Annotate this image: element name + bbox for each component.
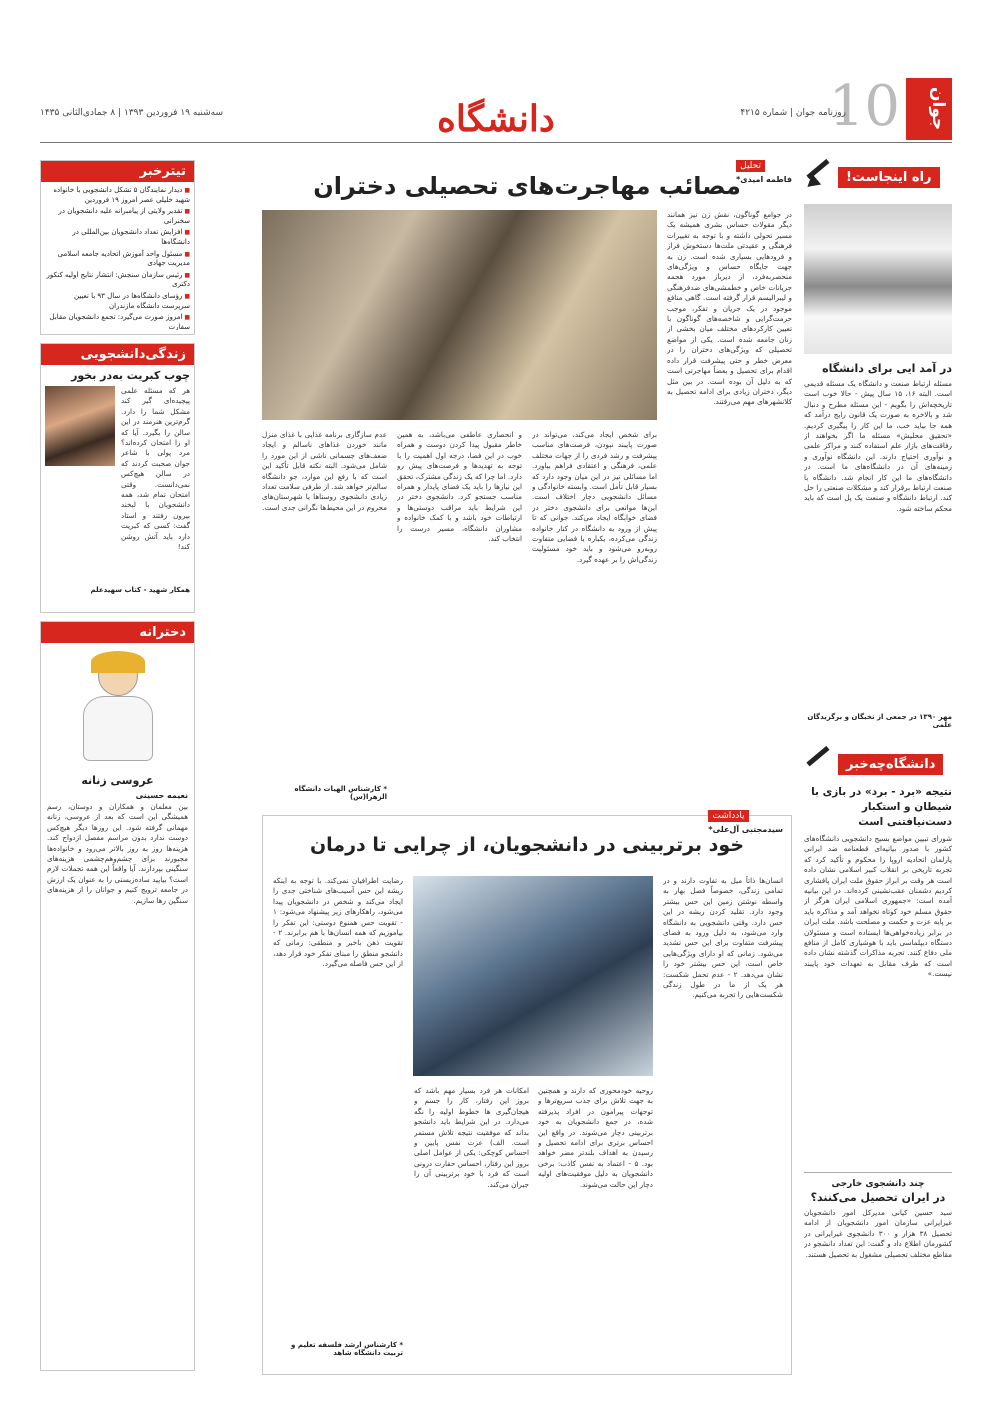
life-sign: همکار شهید - کتاب سهیدعلم <box>90 586 190 594</box>
news-title: دانشگاه‌چه‌خبر <box>838 754 943 775</box>
article-2-photo <box>413 876 653 1076</box>
leader-caption: مهر ۱۳۹۰ در جمعی از نخبگان و برگزیدگان علمی <box>807 713 952 729</box>
girl-text: بین معلمان و همکاران و دوستان، رسم همیشگی این است که بعد از عروسی، زنانه مهمانی گرفته شود. این روزها دیگر هیچ‌کس دوست ندارد بدون مراسم مفصل ازدواج کند. هزینه‌ها روز به روز بالاتر می‌رود و خانواده‌ها مجبورند برای چشم‌وهم‌چشمی هزینه‌های سنگینی بپردازند. آیا واقعاً این همه تجملات لازم است؟ بیایید ساده‌زیستی را به عنوان یک ارزش در جامعه ترویج کنیم و جوانان را از هزینه‌های سنگین رها سازیم. <box>47 802 188 905</box>
article-1-kicker: تحلیل <box>736 160 765 172</box>
girl-title: دخترانه <box>41 622 194 643</box>
breaking-title: تیترخبر <box>41 161 194 182</box>
news-text: شورای تبیین مواضع بسیج دانشجویی دانشگاه‌های کشور با صدور بیانیه‌ای قطعنامه ضد ایرانی پارلمان اتحادیه اروپا را محکوم و تأکید کرد که تجربه تاریخی بر انقلاب کبیر اسلامی نشان داده است هر وقت بر ابراز حقوق ملت ایران پافشاری کردیم دشمنان عقب‌نشینی کرده‌اند. در این بیانیه آمده است: «جمهوری اسلامی ایران هرگز از حقوق مسلم خود کوتاه نخواهد آمد و مذاکره باید بر پایه عزت و حکمت و مصلحت باشد. ملت ایران در برابر زیاده‌خواهی‌ها ایستاده است و مسئولان دستگاه دیپلماسی باید با هوشیاری کامل از منافع ملی دفاع کنند. تجربه مذاکرات گذشته نشان داده است که طرف مقابل به تعهدات خود پایبند نیست.» <box>804 834 952 979</box>
article-1-col3: و انحصاری عاطفی می‌باشد، به همین خاطر مقبول پیدا کردن دوست و همراه خوب در این فضا، درجه اول اهمیت را با توجه به تهدیدها و فرصت‌های پیش رو دارد. اما چرا که یک زندگی مشترک، تحقق این نیازها را باید یک فضای پایدار و همراه مناسب جستجو کرد. دانشجوی دختر در این شرایط باید مراقب دوستی‌ها و ارتباطات خود باشد و با کمک خانواده و مشاوران دانشگاه، مسیر درست را انتخاب کند. <box>397 430 522 544</box>
article-1-col1: در جوامع گوناگون، نقش زن نیز همانند دیگر مقولات حساس بشری همیشه یک مسیر تحولی داشته و با توجه به تغییرات فرهنگی و عقیدتی ملت‌ها دستخوش فراز و فرودهایی بسیاری شده است. زن به جهت جایگاه حساس و ویژگی‌های منحصربه‌فرد، از دیرباز مورد هجمه جریانات خاص و خطمشی‌های ضدفرهنگی و لیبرالیسم قرار گرفته است. گاهی منافع موجود در یک جریان و تفکر، موجب حرمت‌گرایی و شاخصه‌های گوناگون با تعیین کارکردهای مختلف میان بخشی از زنان جامعه شده است. یکی از مواضع تحصیلی که ویژگی‌های دختران را در معرض خطر و حتی پیشرفت قرار داده اقدام برای تحصیل و بعضاً مهاجرتی است که به دلیل آن بوده است. در بین مثل دیگر، دختران زیادی برای ادامه تحصیل به کلانشهرهای مهم می‌رفتند. <box>667 210 792 407</box>
list-item: ■ رئیس سازمان سنجش: انتشار نتایج اولیه کنکور دکتری <box>45 271 190 290</box>
bottom-text: سید حسین کیانی مدیرکل امور دانشجویان غیرایرانی سازمان امور دانشجویان از ادامه تحصیل ۳۸ هزار و ۳۰۰ دانشجوی غیرایرانی در کشورمان اطلاع داد و گفت: این تعداد دانشجو در مقاطع مختلف تحصیلی مشغول به تحصیل هستند. <box>804 1208 952 1259</box>
bottom-heading-2: در ایران تحصیل می‌کنند؟ <box>810 1191 946 1204</box>
breaking-box <box>40 160 195 335</box>
page-number: 10 <box>828 74 900 139</box>
life-title: زندگی‌دانشجویی <box>41 344 194 365</box>
article-2-author: سیدمجتبی آل‌علی* <box>708 825 783 834</box>
newspaper-logo: جوان <box>906 78 952 140</box>
girls-box <box>40 621 195 1371</box>
right-column <box>804 160 952 1375</box>
author-photo <box>45 386 115 466</box>
article-1-author: فاطمه امیدی* <box>736 175 792 184</box>
bride-illustration <box>63 651 173 766</box>
leader-heading: در آمد ایی برای دانشگاه <box>822 362 952 375</box>
bottom-heading-1: چند دانشجوی خارجی <box>831 1179 925 1189</box>
article-1 <box>262 160 792 810</box>
article-1-sign: * کارشناس الهیات دانشگاه الزهرا(س) <box>294 785 387 801</box>
article-1-photo <box>262 210 657 420</box>
header-divider <box>40 142 952 143</box>
life-heading: چوب کبریت به‌در بخور <box>71 369 190 382</box>
article-2-col1: انسان‌ها ذاتاً میل به تفاوت دارند و در تمامی زندگی، خصوصاً فصل بهار به واسطه نوشتن زمین این حس بیشتر وجود دارد. تقلید کردن ریشه در این حس دارد. وقتی دانشجویی به دانشگاه وارد می‌شود، به دلیل ورود به فضای پیشرفت متفاوت برای این حس تشدید می‌شود. زمانی که او دارای ویژگی‌هایی خاص است، این حس بیشتر خود را نشان می‌دهد. ۲ - عدم تحمل شکست: هر یک از ما در طول زندگی شکست‌هایی را تجربه می‌کنیم. <box>663 876 783 1000</box>
list-item: ■ مسئول واحد آموزش اتحادیه جامعه اسلامی مدیریت جهادی <box>45 250 190 269</box>
girl-author: نعیمه حسینی <box>135 791 188 800</box>
article-2-sign: * کارشناس ارشد فلسفه تعلیم و تربیت دانشگاه شاهد <box>291 1341 403 1357</box>
article-1-col2: برای شخص ایجاد می‌کند، می‌تواند در صورت پایبند نبودن، فرصت‌های مناسب پیشرفت و رشد فردی را از جهات مختلف علمی، فرهنگی و اعتقادی فراهم بیاورد. اما مسائلی نیز در این میان وجود دارد که بسیار قابل تأمل است. وابسته خانوادگی و مسائل دانشجویی دچار اختلاف است. این‌ها موانعی برای دانشجوی دختر در فضای خوابگاه ایجاد می‌کند. جوانی که تا پیش از ورود به دانشگاه در کنار خانواده زندگی می‌کرده، یکباره با فضایی متفاوت روبه‌رو می‌شود و باید خود مسئولیت زندگی‌اش را بر عهده گیرد. <box>532 430 657 564</box>
article-2-col4: رضایت اطرافیان نمی‌کند. با توجه به اینکه ریشه این حس آسیب‌های شناختی جدی را ایجاد می‌کند و شخص در دانشجویان پیدا می‌شود، راهکارهای زیر پیشنهاد می‌شود: ۱ - تقویت حس همنوع دوستی: این تفکر را بیاموزیم که همه انسان‌ها با هم برابرند. ۲ - تقویت ذهن باخبر و منطقی: زمانی که دانشجو منطق را مبنای تفکر خود قرار دهد، از این حس فاصله می‌گیرد. <box>273 876 403 969</box>
list-item: ■ رؤسای دانشگاه‌ها در سال ۹۳ با تعیین سرپرست دانشگاه مازندران <box>45 292 190 311</box>
article-2-col2: روحیه خودمحوری که دارند و همچنین به جهت تلاش برای جذب سریع‌ترها و توجهات پیرامون در افراد پذیرفته شده، در جمع دانشجویان به خود برتربینی دچار می‌شوند. در واقع این احساس برتری برای ادامه تحصیل و رسیدن به اهداف بلندتر مضر خواهد بود. ۵ - اعتماد به نفس کاذب: برخی دانشجویان به دلیل موفقیت‌های اولیه دچار این حالت می‌شوند. <box>538 1086 653 1189</box>
issue-date: سه‌شنبه ۱۹ فروردین ۱۳۹۳ | ۸ جمادی‌الثانی ۱۴۳۵ <box>40 108 224 118</box>
leader-text: مسئله ارتباط صنعت و دانشگاه یک مسئله قدیمی است. البته ۱۶، ۱۵ سال پیش - حالا خوب است تاریخچه‌اش را بگویم - این مسئله مطرح و دنبال شد و بالاخره به صورت یک قانون رایج درآمد که همه‌ جا بیاید خب، ما این کار را پیگیری کردیم. «تحقیق محلیش» مسئله‌ ما اگر بخواهند از رفاقت‌های بازار علم استفاده کنند و مراکز علمی و نوآوری احتیاج دارند. این دانشگاه نوآوری و زمینه‌های آن در دانشگاه‌های ما است. در دانشگاه‌های ما این کار انجام شد. دانشگاه با صنعت ارتباط برقرار کند و مشکلات صنعتی را حل کند. ارتباط دانشگاه و صنعت یک پل است که باید محکم ساخته شود. <box>804 379 952 513</box>
student-life-box <box>40 343 195 613</box>
article-2-title: خود برتربینی در دانشجویان، از چرایی تا درمان <box>309 834 745 856</box>
article-1-col4: عدم سازگاری برنامه غذایی با غذای منزل مانند خوردن غذاهای ناسالم و ایجاد ضعف‌های جسمانی ناشی از این مورد را شامل می‌شود. البته نکته قابل تأکید این است که با رفع این موارد، جو دانشگاه سالم‌تر خواهد شد. از طرفی سلامت تعداد زیادی دانشجوی روستاها یا شهرستان‌های محروم در این محیط‌ها نگرانی جدی است. <box>262 430 387 512</box>
rah-title: راه اینجاست! <box>838 167 940 188</box>
article-2-kicker: یادداشت <box>708 810 748 822</box>
left-column <box>40 160 195 1375</box>
page-header <box>40 74 952 158</box>
article-2 <box>262 811 792 1375</box>
leader-photo <box>804 204 952 354</box>
bottom-box <box>804 1172 952 1328</box>
girl-heading: عروسی زنانه <box>81 774 154 787</box>
section-title: دانشگاه <box>437 98 555 140</box>
arrow-icon <box>804 162 834 192</box>
list-item: ■ تقدیر ولایتی از پیامبرانه علیه دانشجویان در سخنرانی <box>45 207 190 226</box>
article-2-col3: امکانات هر فرد بسیار مهم باشد که بروز این رفتار، کار را جسم و هیجان‌گیری ها خطوط اولیه را نگه می‌دارد. در این شرایط باید دانشجو بداند که موفقیت نتیجه تلاش مستمر است. الف) عزت نفس پایین و احساس کوچکی: یکی از عوامل اصلی بروز این رفتار، احساس حقارت درونی است که فرد با خود برتربینی آن را جبران می‌کند. <box>414 1086 529 1189</box>
article-1-title: مصائب مهاجرت‌های تحصیلی دختران <box>313 172 741 200</box>
breaking-list <box>41 182 194 330</box>
news-heading: نتیجه «برد - برد» در بازی با شیطان و استکبار دست‌نیافتنی است <box>811 786 952 828</box>
paper-info: روزنامه جوان | شماره ۴۲۱۵ <box>740 108 846 118</box>
list-item: ■ دیدار نمایندگان ۵ تشکل دانشجویی با خانواده شهید خلیلی عصر امروز ۱۹ فروردین <box>45 186 190 205</box>
arrow-icon <box>804 749 834 779</box>
life-text: هر که مسئله علمی پیچیده‌ای گیر کند مشکل شما را دارد. گرم‌ترین هنرمند در این سالن را بگیرد. آیا که او را امتحان کرده‌اند؟ مرد پولی با شاعر جوان صحبت کردند که در سالن هیچ‌کس نمی‌دانست. وقتی امتحان تمام شد، همه دانشجویان با لبخند بیرون رفتند و استاد گفت: کسی که کبریت دارد باید آتش روشن کند! <box>121 386 190 552</box>
list-item: ■ افزایش تعداد دانشجویان بین‌المللی در دانشگاه‌ها <box>45 228 190 247</box>
list-item: ■ امروز صورت می‌گیرد: تجمع دانشجویان مقابل سفارت <box>45 313 190 330</box>
